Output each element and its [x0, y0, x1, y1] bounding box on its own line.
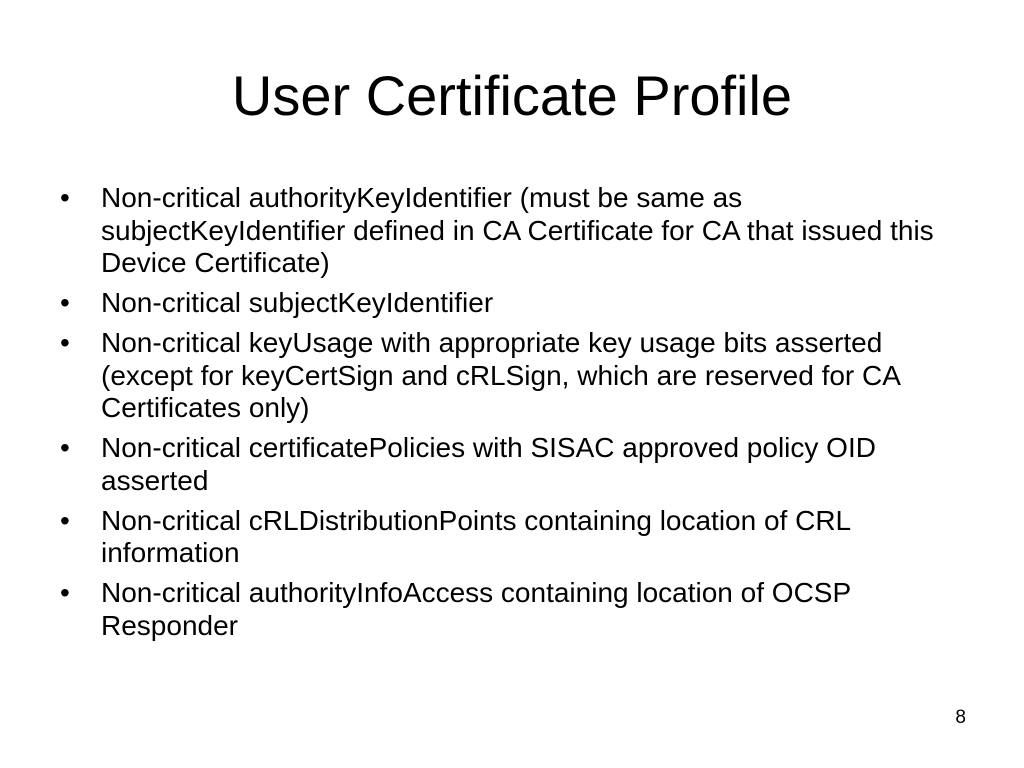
- bullet-icon: •: [60, 577, 70, 608]
- bullet-text: Non-critical subjectKeyIdentifier: [101, 287, 494, 318]
- page-number: 8: [955, 707, 966, 728]
- bullet-text: Non-critical cRLDistributionPoints containing location of CRL information: [101, 504, 851, 568]
- bullet-icon: •: [60, 287, 70, 318]
- bullet-item: [56, 182, 956, 280]
- bullet-item: [56, 327, 956, 425]
- bullet-text: Non-critical certificatePolicies with SISAC approved policy OID asserted: [101, 432, 876, 496]
- bullet-item: [56, 287, 956, 320]
- slide-title: User Certificate Profile: [231, 64, 793, 127]
- bullet-item: [56, 577, 956, 642]
- bullet-icon: •: [60, 327, 70, 358]
- bullet-text: Non-critical authorityInfoAccess containing location of OCSP Responder: [101, 577, 851, 641]
- bullet-text: Non-critical authorityKeyIdentifier (must be same as subjectKeyIdentifier defined in CA Certificate for CA that issued this Device Certificate): [101, 182, 934, 278]
- bullet-text: Non-critical keyUsage with appropriate key usage bits asserted (except for keyCertSign and cRLSign, which are reserved for CA Certificates only): [101, 327, 900, 423]
- bullet-list: [56, 182, 956, 650]
- bullet-icon: •: [60, 182, 70, 213]
- bullet-item: [56, 505, 956, 570]
- bullet-item: [56, 432, 956, 497]
- bullet-icon: •: [60, 504, 70, 536]
- bullet-icon: •: [60, 432, 70, 463]
